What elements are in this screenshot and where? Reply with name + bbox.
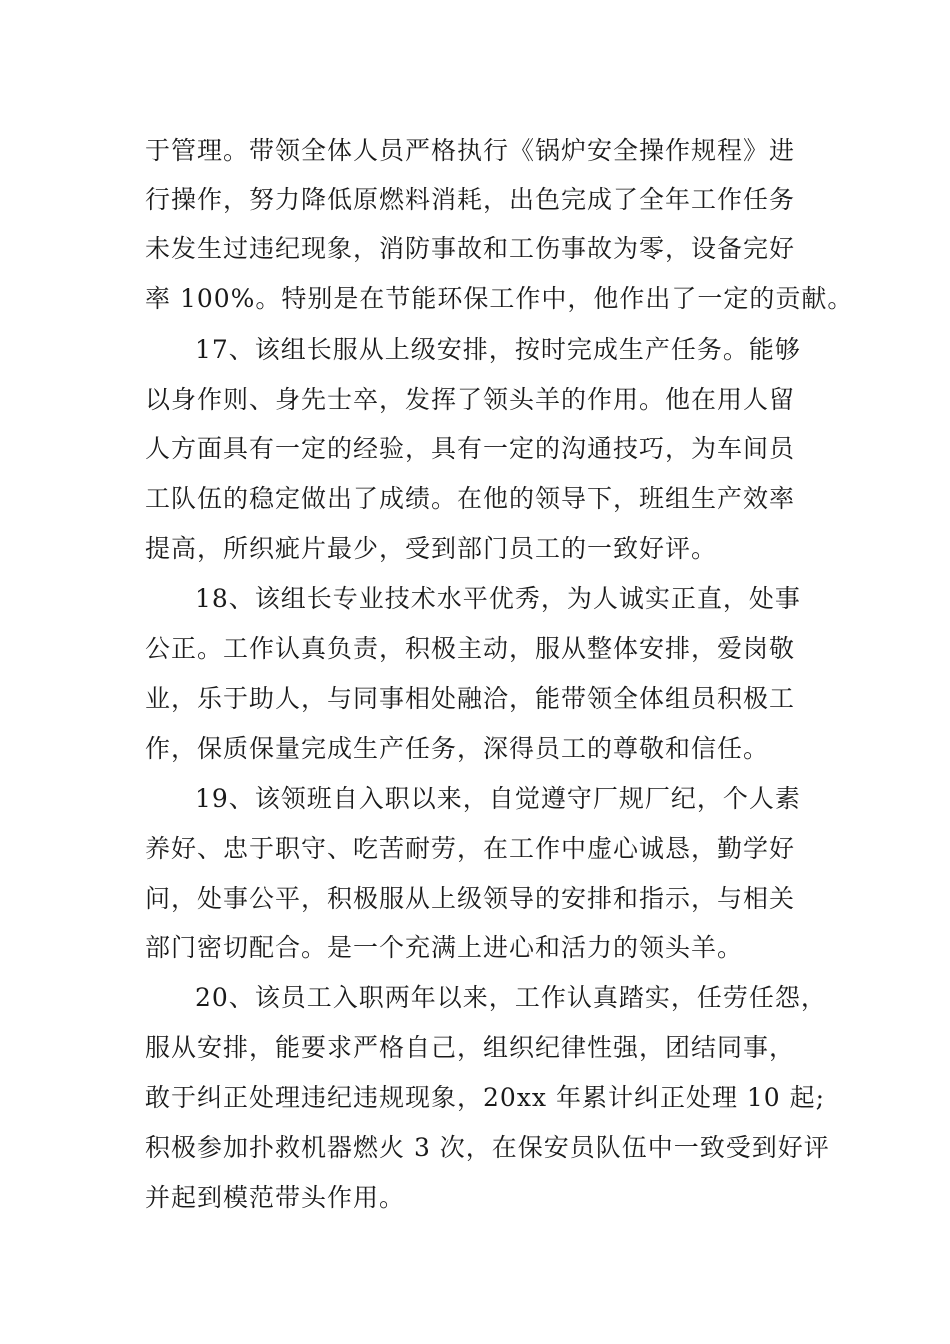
paragraph-17-line-3: 人方面具有一定的经验，具有一定的沟通技巧，为车间员 [145,434,796,463]
paragraph-17-line-4: 工队伍的稳定做出了成绩。在他的领导下，班组生产效率 [145,484,796,513]
paragraph-20-line-1: 20、该员工入职两年以来，工作认真踏实，任劳任怨， [195,983,827,1012]
paragraph-17-line-1: 17、该组长服从上级安排，按时完成生产任务。能够 [195,335,801,364]
paragraph-20-line-5: 并起到模范带头作用。 [145,1183,406,1212]
paragraph-20-line-4: 积极参加扑救机器燃火 3 次，在保安员队伍中一致受到好评 [145,1133,830,1162]
paragraph-18-line-4: 作，保质保量完成生产任务，深得员工的尊敬和信任。 [145,734,770,763]
text-line-2: 行操作，努力降低原燃料消耗，出色完成了全年工作任务 [145,185,796,214]
paragraph-20-line-2: 服从安排，能要求严格自己，组织纪律性强，团结同事， [145,1033,796,1062]
paragraph-19-line-4: 部门密切配合。是一个充满上进心和活力的领头羊。 [145,933,744,962]
paragraph-17-line-5: 提高，所织疵片最少，受到部门员工的一致好评。 [145,534,718,563]
paragraph-18-line-1: 18、该组长专业技术水平优秀，为人诚实正直，处事 [195,584,801,613]
paragraph-18-line-3: 业，乐于助人，与同事相处融洽，能带领全体组员积极工 [145,684,796,713]
text-line-3: 未发生过违纪现象，消防事故和工伤事故为零，设备完好 [145,234,796,263]
paragraph-19-line-3: 问，处事公平，积极服从上级领导的安排和指示，与相关 [145,884,796,913]
paragraph-18-line-2: 公正。工作认真负责，积极主动，服从整体安排，爱岗敬 [145,634,796,663]
paragraph-19-line-1: 19、该领班自入职以来，自觉遵守厂规厂纪，个人素 [195,784,801,813]
text-line-4: 率 100%。特别是在节能环保工作中，他作出了一定的贡献。 [145,284,854,313]
paragraph-20-line-3: 敢于纠正处理违纪违规现象，20xx 年累计纠正处理 10 起; [145,1083,826,1112]
text-line-1: 于管理。带领全体人员严格执行《锅炉安全操作规程》进 [145,136,796,165]
paragraph-19-line-2: 养好、忠于职守、吃苦耐劳，在工作中虚心诚恳，勤学好 [145,834,796,863]
paragraph-17-line-2: 以身作则、身先士卒，发挥了领头羊的作用。他在用人留 [145,385,796,414]
